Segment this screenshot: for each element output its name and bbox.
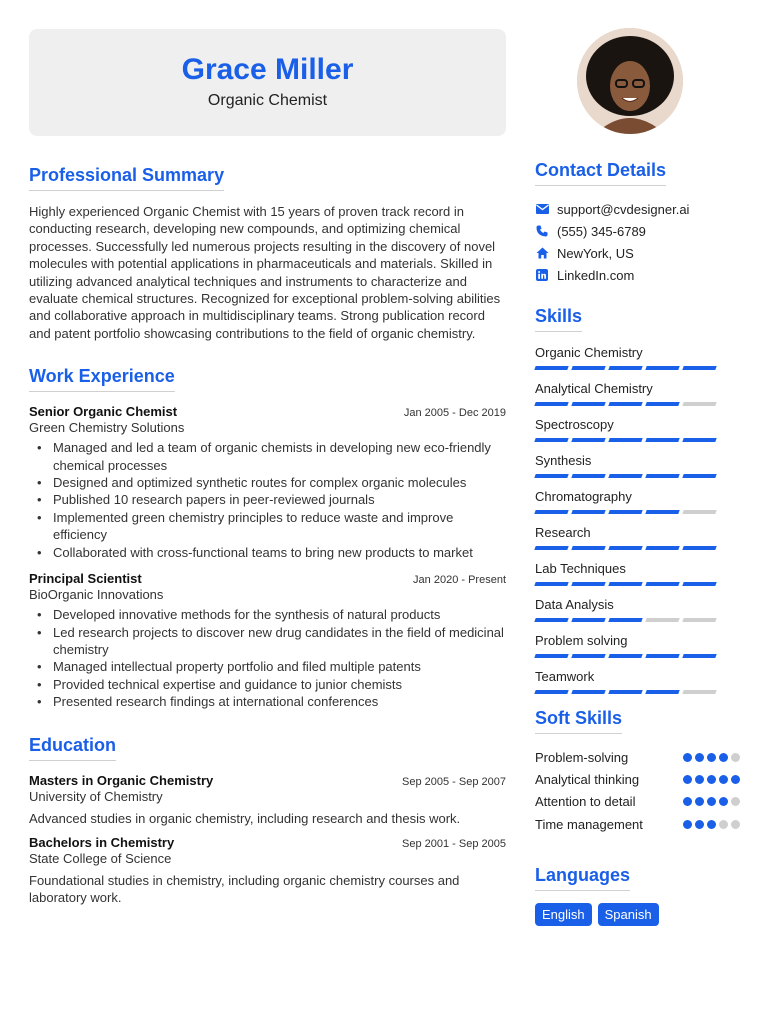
soft-skill-item [535, 791, 740, 813]
list-item: • Managed and led a team of organic chemists in developing new eco-friendly chemical processes [29, 439, 506, 474]
skill-level-segment [682, 402, 716, 406]
skill-level-segment [682, 618, 716, 622]
skills-heading: Skills [535, 306, 582, 332]
skill-level-segment [608, 690, 642, 694]
languages-section [535, 865, 740, 926]
skill-level-segment [534, 366, 568, 370]
rating-dot [707, 753, 716, 762]
soft-skill-name: Analytical thinking [535, 771, 640, 787]
contact-section [535, 160, 740, 286]
skill-name: Analytical Chemistry [535, 381, 653, 396]
contact-phone [535, 220, 740, 242]
phone-icon [535, 224, 549, 238]
email-text: support@cvdesigner.ai [557, 201, 690, 217]
rating-dot [695, 775, 704, 784]
skill-name: Lab Techniques [535, 561, 626, 576]
skill-level-segment [608, 510, 642, 514]
rating-dot [707, 820, 716, 829]
skill-level-segment [682, 438, 716, 442]
soft-skill-rating [683, 775, 740, 784]
skills-section [535, 306, 740, 694]
skill-item [535, 560, 740, 586]
skill-item [535, 488, 740, 514]
skill-level-segment [645, 474, 679, 478]
skill-level-segment [571, 510, 605, 514]
summary-text: Highly experienced Organic Chemist with 15 years of proven track record in conducting research, developing new compounds, and optimizing chemical processes. Successfully led numerous projects resulting in the discovery of novel molecules with potential applications in pharmaceuticals and materials. Skilled in utilizing advanced analytical techniques and instruments to characterize and evaluate chemical structures. Recognized for exceptional problem-solving abilities and collaborative approach in multidisciplinary teams. Strong publication record and patent portfolio showcasing contributions to the field of organic chemistry. [29, 204, 501, 341]
skill-level-segment [571, 654, 605, 658]
soft-skills-heading: Soft Skills [535, 708, 622, 734]
language-tag: Spanish [598, 903, 659, 926]
skill-level-segment [608, 438, 642, 442]
skill-name: Organic Chemistry [535, 345, 643, 360]
contact-heading: Contact Details [535, 160, 666, 186]
skill-level-segment [534, 510, 568, 514]
skill-name: Chromatography [535, 489, 632, 504]
school-name: University of Chemistry [29, 788, 163, 804]
soft-skills-list [535, 746, 740, 835]
skill-item [535, 380, 740, 406]
skill-level-segment [571, 582, 605, 586]
school-name: State College of Science [29, 850, 172, 866]
list-item: • Developed innovative methods for the synthesis of natural products [29, 606, 506, 623]
skill-name: Teamwork [535, 669, 595, 684]
skill-level-bar [535, 438, 740, 442]
skill-level-bar [535, 402, 740, 406]
list-item: • Published 10 research papers in peer-reviewed journals [29, 491, 506, 508]
rating-dot [731, 820, 740, 829]
skill-name: Synthesis [535, 453, 592, 468]
rating-dot [719, 797, 728, 806]
list-item: • Implemented green chemistry principles to reduce waste and improve efficiency [29, 509, 506, 544]
skill-item [535, 632, 740, 658]
skill-level-segment [645, 618, 679, 622]
skill-level-segment [645, 402, 679, 406]
rating-dot [707, 775, 716, 784]
skill-level-bar [535, 618, 740, 622]
rating-dot [731, 797, 740, 806]
skill-level-segment [682, 654, 716, 658]
contact-linkedin [535, 264, 740, 286]
skill-level-segment [645, 690, 679, 694]
skill-name: Data Analysis [535, 597, 614, 612]
skill-level-segment [534, 546, 568, 550]
job-date: Jan 2005 - Dec 2019 [403, 407, 506, 420]
skill-level-segment [534, 690, 568, 694]
skill-level-segment [534, 582, 568, 586]
skill-item [535, 416, 740, 442]
skill-level-segment [534, 402, 568, 406]
skill-item [535, 452, 740, 478]
skill-level-segment [645, 510, 679, 514]
job-company: BioOrganic Innovations [29, 587, 164, 603]
summary-heading: Professional Summary [29, 165, 224, 191]
soft-skill-rating [683, 797, 740, 806]
soft-skill-rating [683, 820, 740, 829]
skill-item [535, 668, 740, 694]
skill-item [535, 344, 740, 370]
skill-level-segment [682, 546, 716, 550]
skill-level-segment [608, 366, 642, 370]
main-column [29, 165, 506, 907]
skill-level-segment [682, 510, 716, 514]
summary-section [29, 165, 506, 342]
job-entry [29, 404, 506, 561]
portrait-image [577, 28, 683, 134]
rating-dot [731, 775, 740, 784]
skill-level-segment [534, 654, 568, 658]
skill-level-bar [535, 546, 740, 550]
education-section [29, 735, 506, 907]
skill-level-bar [535, 474, 740, 478]
skill-level-bar [535, 690, 740, 694]
degree-title: Masters in Organic Chemistry [29, 772, 214, 788]
skill-level-segment [571, 618, 605, 622]
skill-level-bar [535, 582, 740, 586]
skill-level-segment [682, 690, 716, 694]
list-item: • Led research projects to discover new drug candidates in the field of medicinal chemistry [29, 624, 506, 659]
skill-level-bar [535, 366, 740, 370]
skill-level-segment [534, 618, 568, 622]
skill-name: Spectroscopy [535, 417, 614, 432]
skill-level-segment [645, 654, 679, 658]
skill-level-segment [534, 474, 568, 478]
contact-email [535, 198, 740, 220]
soft-skills-section [535, 708, 740, 835]
soft-skill-rating [683, 753, 740, 762]
degree-title: Bachelors in Chemistry [29, 834, 175, 850]
skill-level-bar [535, 654, 740, 658]
skill-level-segment [645, 438, 679, 442]
soft-skill-name: Problem-solving [535, 749, 629, 765]
languages-heading: Languages [535, 865, 630, 891]
soft-skill-name: Attention to detail [535, 794, 636, 810]
skill-level-segment [534, 438, 568, 442]
education-description: Foundational studies in chemistry, including organic chemistry courses and laboratory work. [29, 872, 460, 906]
skill-level-segment [571, 438, 605, 442]
rating-dot [719, 753, 728, 762]
education-entry [29, 835, 506, 907]
rating-dot [683, 797, 692, 806]
skill-level-segment [645, 366, 679, 370]
skill-level-segment [608, 654, 642, 658]
skill-item [535, 596, 740, 622]
sidebar-column [535, 160, 740, 926]
header-banner [29, 29, 506, 136]
skill-item [535, 524, 740, 550]
job-duties [29, 606, 506, 710]
work-heading: Work Experience [29, 366, 175, 392]
list-item: • Designed and optimized synthetic routes for complex organic molecules [29, 474, 506, 491]
list-item: • Presented research findings at international conferences [29, 693, 506, 710]
skill-name: Research [535, 525, 591, 540]
language-tags [535, 903, 740, 926]
soft-skill-item [535, 768, 740, 790]
skill-level-segment [608, 474, 642, 478]
job-company: Green Chemistry Solutions [29, 420, 185, 436]
skills-list [535, 344, 740, 694]
candidate-title: Organic Chemist [207, 92, 328, 109]
rating-dot [683, 753, 692, 762]
skill-name: Problem solving [535, 633, 628, 648]
job-date: Jan 2020 - Present [413, 574, 506, 587]
skill-level-segment [608, 402, 642, 406]
candidate-name: Grace Miller [181, 53, 354, 86]
rating-dot [683, 820, 692, 829]
education-date: Sep 2005 - Sep 2007 [402, 775, 506, 788]
location-text: NewYork, US [557, 245, 634, 261]
rating-dot [695, 820, 704, 829]
phone-text: (555) 345-6789 [557, 223, 646, 239]
rating-dot [695, 797, 704, 806]
contact-location [535, 242, 740, 264]
rating-dot [731, 753, 740, 762]
education-entry [29, 773, 506, 827]
language-tag: English [535, 903, 592, 926]
soft-skill-name: Time management [535, 816, 643, 832]
job-duties [29, 439, 506, 561]
skill-level-segment [682, 582, 716, 586]
list-item: • Collaborated with cross-functional teams to bring new products to market [29, 544, 506, 561]
skill-level-segment [608, 546, 642, 550]
list-item: • Managed intellectual property portfolio and filed multiple patents [29, 658, 506, 675]
skill-level-segment [645, 546, 679, 550]
education-description: Advanced studies in organic chemistry, including research and thesis work. [29, 810, 461, 826]
skill-level-bar [535, 510, 740, 514]
skill-level-segment [571, 402, 605, 406]
home-icon [535, 246, 549, 260]
list-item: • Provided technical expertise and guidance to junior chemists [29, 676, 506, 693]
rating-dot [719, 775, 728, 784]
linkedin-icon [535, 268, 549, 282]
rating-dot [683, 775, 692, 784]
soft-skill-item [535, 813, 740, 835]
skill-level-segment [608, 582, 642, 586]
skill-level-segment [571, 690, 605, 694]
rating-dot [695, 753, 704, 762]
work-section [29, 366, 506, 710]
skill-level-segment [571, 546, 605, 550]
skill-level-segment [571, 474, 605, 478]
skill-level-segment [645, 582, 679, 586]
profile-photo [577, 28, 683, 134]
skill-level-segment [571, 366, 605, 370]
job-title: Senior Organic Chemist [29, 404, 178, 420]
job-entry [29, 571, 506, 710]
skill-level-segment [682, 366, 716, 370]
rating-dot [719, 820, 728, 829]
rating-dot [707, 797, 716, 806]
envelope-icon [535, 202, 549, 216]
soft-skill-item [535, 746, 740, 768]
education-date: Sep 2001 - Sep 2005 [402, 837, 506, 850]
job-title: Principal Scientist [29, 571, 142, 587]
skill-level-segment [682, 474, 716, 478]
linkedin-text: LinkedIn.com [557, 267, 635, 283]
education-heading: Education [29, 735, 116, 761]
skill-level-segment [608, 618, 642, 622]
